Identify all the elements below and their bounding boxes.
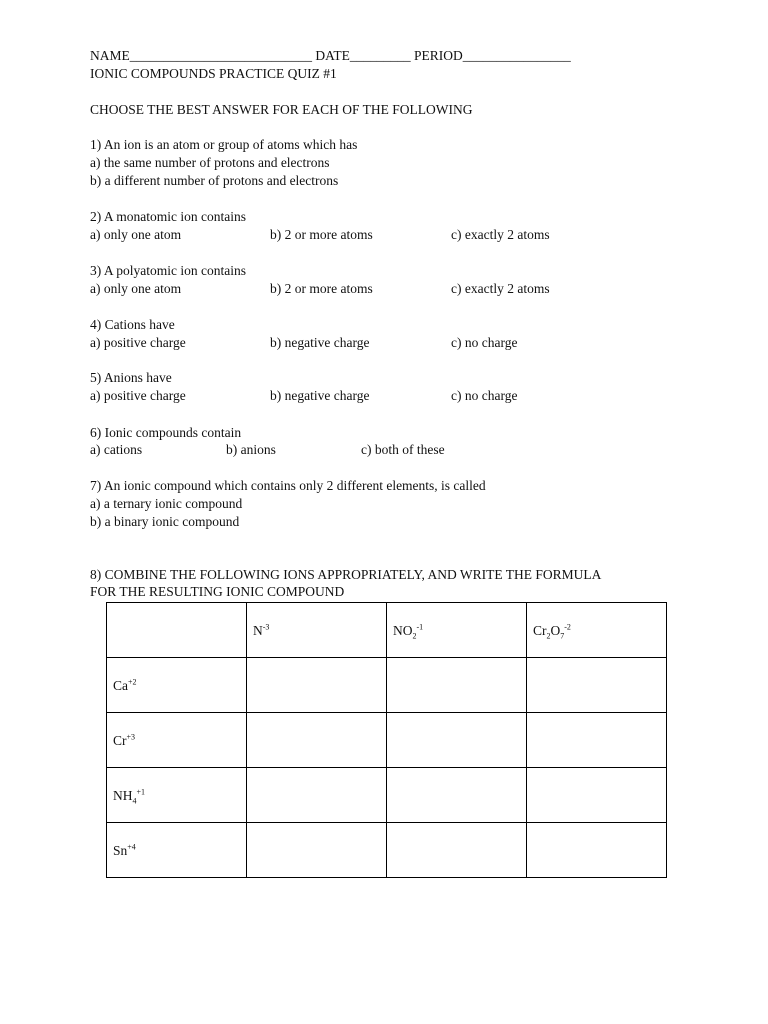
answer-cell[interactable]	[387, 768, 527, 823]
question-2-option-a: a) only one atom	[90, 227, 182, 242]
question-1-option-b: b) a different number of protons and electrons	[90, 173, 339, 188]
question-3-option-a: a) only one atom	[90, 281, 182, 296]
cation-label-ammonium: $NH_4^{+1}$	[107, 768, 247, 823]
question-6-option-a: a) cations	[90, 442, 143, 457]
question-7-stem: 7) An ionic compound which contains only 2 different elements, is called	[90, 478, 486, 493]
table-row	[107, 768, 667, 823]
answer-cell[interactable]	[527, 768, 667, 823]
question-8-line-1: 8) COMBINE THE FOLLOWING IONS APPROPRIATELY, AND WRITE THE FORMULA	[90, 567, 602, 582]
answer-cell[interactable]	[247, 768, 387, 823]
anion-header-nitrite: $NO_2^{-1}$	[387, 603, 527, 658]
question-1-stem: 1) An ion is an atom or group of atoms which has	[90, 137, 358, 152]
question-4-option-b: b) negative charge	[270, 335, 370, 350]
question-8-line-2: FOR THE RESULTING IONIC COMPOUND	[90, 584, 345, 599]
answer-cell[interactable]	[527, 713, 667, 768]
question-6-option-b: b) anions	[226, 442, 276, 457]
answer-cell[interactable]	[247, 713, 387, 768]
cation-label-calcium: $Ca^{+2}$	[107, 658, 247, 713]
cation-label-tin: $Sn^{+4}$	[107, 823, 247, 878]
instructions: CHOOSE THE BEST ANSWER FOR EACH OF THE FOLLOWING	[90, 102, 473, 117]
question-2-option-b: b) 2 or more atoms	[270, 227, 373, 242]
answer-cell[interactable]	[527, 658, 667, 713]
question-5-option-a: a) positive charge	[90, 388, 186, 403]
question-6-stem: 6) Ionic compounds contain	[90, 425, 242, 440]
question-3-stem: 3) A polyatomic ion contains	[90, 263, 246, 278]
question-7-option-b: b) a binary ionic compound	[90, 514, 240, 529]
answer-cell[interactable]	[247, 823, 387, 878]
question-5-option-b: b) negative charge	[270, 388, 370, 403]
question-4-option-a: a) positive charge	[90, 335, 186, 350]
question-7-option-a: a) a ternary ionic compound	[90, 496, 243, 511]
question-4-stem: 4) Cations have	[90, 317, 175, 332]
table-row	[107, 823, 667, 878]
answer-cell[interactable]	[247, 658, 387, 713]
question-5-option-c: c) no charge	[451, 388, 518, 403]
question-3-option-b: b) 2 or more atoms	[270, 281, 373, 296]
table-corner-cell	[107, 603, 247, 658]
answer-cell[interactable]	[527, 823, 667, 878]
question-3-option-c: c) exactly 2 atoms	[451, 281, 550, 296]
table-header-row	[107, 603, 667, 658]
anion-header-nitride: $N^{-3}$	[247, 603, 387, 658]
table-row	[107, 713, 667, 768]
answer-cell[interactable]	[387, 658, 527, 713]
quiz-title: IONIC COMPOUNDS PRACTICE QUIZ #1	[90, 66, 337, 81]
table-row	[107, 658, 667, 713]
question-5-stem: 5) Anions have	[90, 370, 172, 385]
question-4-option-c: c) no charge	[451, 335, 518, 350]
anion-header-dichromate: $Cr_2O_7^{-2}$	[527, 603, 667, 658]
name-date-period-line: NAME___________________________ DATE_________ PERIOD________________	[90, 48, 571, 63]
question-6-option-c: c) both of these	[361, 442, 445, 457]
ion-combination-table	[106, 602, 667, 878]
question-1-option-a: a) the same number of protons and electrons	[90, 155, 330, 170]
answer-cell[interactable]	[387, 713, 527, 768]
cation-label-chromium: $Cr^{+3}$	[107, 713, 247, 768]
question-2-option-c: c) exactly 2 atoms	[451, 227, 550, 242]
answer-cell[interactable]	[387, 823, 527, 878]
question-2-stem: 2) A monatomic ion contains	[90, 209, 246, 224]
